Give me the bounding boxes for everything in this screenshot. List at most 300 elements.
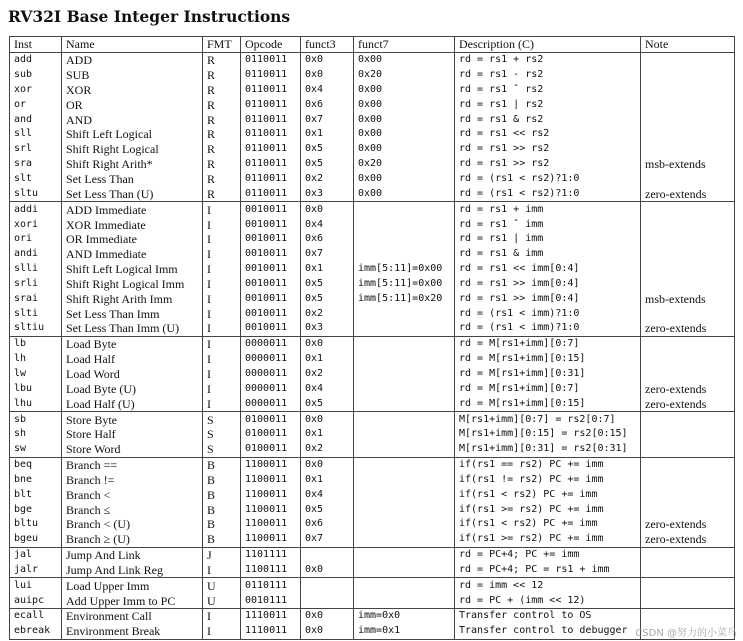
- note-cell: zero-extends: [641, 321, 735, 336]
- funct3-cell: 0x4: [301, 217, 354, 232]
- name-cell: Jump And Link: [62, 547, 203, 562]
- funct3-cell: 0x5: [301, 396, 354, 411]
- opcode-cell: 0110011: [241, 157, 301, 172]
- name-cell: Environment Break: [62, 624, 203, 639]
- funct3-cell: [301, 578, 354, 593]
- instruction-table: [9, 36, 735, 640]
- description-cell: rd = rs1 | imm: [455, 232, 641, 247]
- opcode-cell: 1110011: [241, 609, 301, 624]
- funct7-cell: [354, 457, 455, 472]
- funct7-cell: imm=0x0: [354, 609, 455, 624]
- funct3-cell: 0x1: [301, 472, 354, 487]
- inst-cell: ori: [10, 232, 62, 247]
- table-row: [10, 291, 735, 306]
- note-cell: [641, 232, 735, 247]
- funct3-cell: 0x2: [301, 172, 354, 187]
- note-cell: zero-extends: [641, 186, 735, 201]
- description-cell: rd = rs1 << rs2: [455, 127, 641, 142]
- opcode-cell: 1100011: [241, 487, 301, 502]
- inst-cell: or: [10, 97, 62, 112]
- inst-cell: lh: [10, 352, 62, 367]
- table-row: [10, 52, 735, 67]
- description-cell: rd = M[rs1+imm][0:15]: [455, 352, 641, 367]
- fmt-cell: I: [203, 277, 241, 292]
- table-row: [10, 412, 735, 427]
- table-row: [10, 593, 735, 608]
- table-row: [10, 321, 735, 336]
- inst-cell: slt: [10, 172, 62, 187]
- name-cell: Set Less Than (U): [62, 186, 203, 201]
- note-cell: [641, 367, 735, 382]
- note-cell: [641, 547, 735, 562]
- description-cell: rd = imm << 12: [455, 578, 641, 593]
- description-cell: rd = rs1 << imm[0:4]: [455, 262, 641, 277]
- note-cell: [641, 262, 735, 277]
- fmt-cell: I: [203, 232, 241, 247]
- funct3-cell: 0x5: [301, 291, 354, 306]
- name-cell: Load Half: [62, 352, 203, 367]
- fmt-cell: R: [203, 127, 241, 142]
- note-cell: [641, 202, 735, 217]
- note-cell: [641, 578, 735, 593]
- inst-cell: jalr: [10, 563, 62, 578]
- inst-cell: lui: [10, 578, 62, 593]
- description-cell: rd = rs1 >> imm[0:4]: [455, 277, 641, 292]
- name-cell: ADD Immediate: [62, 202, 203, 217]
- name-cell: Store Byte: [62, 412, 203, 427]
- table-row: [10, 547, 735, 562]
- funct3-cell: 0x1: [301, 262, 354, 277]
- fmt-cell: B: [203, 472, 241, 487]
- funct3-cell: 0x0: [301, 336, 354, 351]
- funct3-cell: 0x5: [301, 277, 354, 292]
- description-cell: if(rs1 < rs2) PC += imm: [455, 487, 641, 502]
- description-cell: rd = M[rs1+imm][0:15]: [455, 396, 641, 411]
- fmt-cell: I: [203, 352, 241, 367]
- description-cell: Transfer control to OS: [455, 609, 641, 624]
- name-cell: AND: [62, 112, 203, 127]
- table-row: [10, 624, 735, 639]
- fmt-cell: R: [203, 83, 241, 98]
- inst-cell: lb: [10, 336, 62, 351]
- description-cell: if(rs1 == rs2) PC += imm: [455, 457, 641, 472]
- name-cell: Load Byte: [62, 336, 203, 351]
- funct7-cell: [354, 517, 455, 532]
- inst-cell: lw: [10, 367, 62, 382]
- inst-cell: slli: [10, 262, 62, 277]
- note-cell: [641, 172, 735, 187]
- opcode-cell: 0000011: [241, 336, 301, 351]
- table-row: [10, 186, 735, 201]
- inst-cell: sub: [10, 68, 62, 83]
- fmt-cell: I: [203, 217, 241, 232]
- fmt-cell: U: [203, 593, 241, 608]
- inst-cell: sh: [10, 427, 62, 442]
- funct7-cell: [354, 247, 455, 262]
- funct7-cell: 0x00: [354, 83, 455, 98]
- name-cell: SUB: [62, 68, 203, 83]
- funct7-cell: [354, 381, 455, 396]
- description-cell: rd = (rs1 < rs2)?1:0: [455, 172, 641, 187]
- funct7-cell: [354, 336, 455, 351]
- note-cell: [641, 217, 735, 232]
- inst-cell: addi: [10, 202, 62, 217]
- funct7-cell: [354, 547, 455, 562]
- table-row: [10, 247, 735, 262]
- table-row: [10, 427, 735, 442]
- funct7-cell: 0x00: [354, 142, 455, 157]
- opcode-cell: 1100011: [241, 532, 301, 547]
- opcode-cell: 0100011: [241, 427, 301, 442]
- description-cell: rd = rs1 >> rs2: [455, 142, 641, 157]
- funct7-cell: [354, 412, 455, 427]
- funct3-cell: 0x6: [301, 517, 354, 532]
- table-row: [10, 142, 735, 157]
- table-row: [10, 502, 735, 517]
- table-row: [10, 232, 735, 247]
- funct3-cell: 0x4: [301, 381, 354, 396]
- inst-cell: sltu: [10, 186, 62, 201]
- fmt-cell: I: [203, 396, 241, 411]
- inst-cell: blt: [10, 487, 62, 502]
- funct3-cell: 0x0: [301, 609, 354, 624]
- note-cell: msb-extends: [641, 291, 735, 306]
- header-row: [10, 37, 735, 53]
- opcode-cell: 0100011: [241, 412, 301, 427]
- note-cell: [641, 472, 735, 487]
- column-header-opcode: Opcode: [241, 37, 301, 53]
- funct7-cell: 0x20: [354, 68, 455, 83]
- description-cell: rd = PC+4; PC += imm: [455, 547, 641, 562]
- opcode-cell: 0110011: [241, 112, 301, 127]
- funct3-cell: 0x4: [301, 487, 354, 502]
- funct7-cell: [354, 202, 455, 217]
- description-cell: rd = rs1 - rs2: [455, 68, 641, 83]
- note-cell: [641, 127, 735, 142]
- column-header-fmt: FMT: [203, 37, 241, 53]
- name-cell: Branch <: [62, 487, 203, 502]
- description-cell: rd = PC+4; PC = rs1 + imm: [455, 563, 641, 578]
- inst-cell: sltiu: [10, 321, 62, 336]
- funct3-cell: 0x0: [301, 202, 354, 217]
- table-row: [10, 487, 735, 502]
- funct7-cell: [354, 427, 455, 442]
- funct3-cell: 0x0: [301, 52, 354, 67]
- funct3-cell: 0x5: [301, 157, 354, 172]
- note-cell: [641, 336, 735, 351]
- table-row: [10, 472, 735, 487]
- funct7-cell: [354, 396, 455, 411]
- funct3-cell: 0x5: [301, 502, 354, 517]
- name-cell: Load Word: [62, 367, 203, 382]
- table-row: [10, 532, 735, 547]
- table-row: [10, 352, 735, 367]
- funct7-cell: [354, 352, 455, 367]
- note-cell: [641, 609, 735, 624]
- name-cell: OR: [62, 97, 203, 112]
- fmt-cell: I: [203, 367, 241, 382]
- opcode-cell: 1100011: [241, 517, 301, 532]
- funct7-cell: 0x00: [354, 127, 455, 142]
- table-row: [10, 157, 735, 172]
- note-cell: [641, 306, 735, 321]
- inst-cell: bgeu: [10, 532, 62, 547]
- name-cell: Environment Call: [62, 609, 203, 624]
- fmt-cell: R: [203, 112, 241, 127]
- opcode-cell: 0010011: [241, 202, 301, 217]
- inst-cell: xor: [10, 83, 62, 98]
- note-cell: [641, 563, 735, 578]
- inst-cell: sw: [10, 442, 62, 457]
- opcode-cell: 1100111: [241, 563, 301, 578]
- fmt-cell: R: [203, 186, 241, 201]
- description-cell: if(rs1 >= rs2) PC += imm: [455, 532, 641, 547]
- opcode-cell: 1100011: [241, 502, 301, 517]
- name-cell: Branch ≥ (U): [62, 532, 203, 547]
- inst-cell: slti: [10, 306, 62, 321]
- opcode-cell: 0010111: [241, 593, 301, 608]
- fmt-cell: B: [203, 487, 241, 502]
- inst-cell: lbu: [10, 381, 62, 396]
- table-row: [10, 306, 735, 321]
- description-cell: rd = rs1 | rs2: [455, 97, 641, 112]
- name-cell: Load Byte (U): [62, 381, 203, 396]
- note-cell: [641, 97, 735, 112]
- funct3-cell: 0x0: [301, 68, 354, 83]
- funct3-cell: 0x0: [301, 624, 354, 639]
- table-row: [10, 112, 735, 127]
- fmt-cell: B: [203, 502, 241, 517]
- opcode-cell: 0000011: [241, 381, 301, 396]
- name-cell: Shift Right Logical: [62, 142, 203, 157]
- inst-cell: bltu: [10, 517, 62, 532]
- name-cell: Set Less Than: [62, 172, 203, 187]
- description-cell: M[rs1+imm][0:7] = rs2[0:7]: [455, 412, 641, 427]
- opcode-cell: 0110011: [241, 52, 301, 67]
- inst-cell: and: [10, 112, 62, 127]
- opcode-cell: 0110011: [241, 186, 301, 201]
- funct7-cell: 0x00: [354, 97, 455, 112]
- note-cell: zero-extends: [641, 381, 735, 396]
- funct7-cell: [354, 472, 455, 487]
- fmt-cell: I: [203, 247, 241, 262]
- column-header-description: Description (C): [455, 37, 641, 53]
- table-row: [10, 277, 735, 292]
- column-header-funct7: funct7: [354, 37, 455, 53]
- inst-cell: lhu: [10, 396, 62, 411]
- opcode-cell: 0010011: [241, 277, 301, 292]
- funct7-cell: 0x20: [354, 157, 455, 172]
- opcode-cell: 0100011: [241, 442, 301, 457]
- name-cell: Set Less Than Imm: [62, 306, 203, 321]
- funct7-cell: [354, 532, 455, 547]
- opcode-cell: 0010011: [241, 306, 301, 321]
- table-row: [10, 97, 735, 112]
- name-cell: Add Upper Imm to PC: [62, 593, 203, 608]
- fmt-cell: R: [203, 52, 241, 67]
- description-cell: rd = rs1 + rs2: [455, 52, 641, 67]
- fmt-cell: I: [203, 563, 241, 578]
- note-cell: [641, 457, 735, 472]
- inst-cell: ebreak: [10, 624, 62, 639]
- description-cell: rd = (rs1 < imm)?1:0: [455, 321, 641, 336]
- name-cell: OR Immediate: [62, 232, 203, 247]
- note-cell: [641, 487, 735, 502]
- funct7-cell: [354, 306, 455, 321]
- funct7-cell: 0x00: [354, 52, 455, 67]
- description-cell: rd = rs1 & rs2: [455, 112, 641, 127]
- note-cell: [641, 142, 735, 157]
- name-cell: ADD: [62, 52, 203, 67]
- table-row: [10, 336, 735, 351]
- instruction-table-body: [10, 52, 735, 639]
- opcode-cell: 0110111: [241, 578, 301, 593]
- note-cell: [641, 83, 735, 98]
- funct7-cell: imm[5:11]=0x00: [354, 277, 455, 292]
- table-row: [10, 262, 735, 277]
- fmt-cell: S: [203, 412, 241, 427]
- fmt-cell: R: [203, 172, 241, 187]
- funct3-cell: 0x1: [301, 352, 354, 367]
- note-cell: [641, 352, 735, 367]
- name-cell: Branch < (U): [62, 517, 203, 532]
- funct3-cell: 0x2: [301, 367, 354, 382]
- opcode-cell: 0000011: [241, 396, 301, 411]
- opcode-cell: 0000011: [241, 352, 301, 367]
- fmt-cell: R: [203, 68, 241, 83]
- inst-cell: bne: [10, 472, 62, 487]
- fmt-cell: I: [203, 321, 241, 336]
- opcode-cell: 0110011: [241, 142, 301, 157]
- table-row: [10, 68, 735, 83]
- opcode-cell: 0110011: [241, 97, 301, 112]
- opcode-cell: 0010011: [241, 247, 301, 262]
- funct3-cell: [301, 547, 354, 562]
- description-cell: if(rs1 != rs2) PC += imm: [455, 472, 641, 487]
- description-cell: rd = (rs1 < rs2)?1:0: [455, 186, 641, 201]
- note-cell: [641, 68, 735, 83]
- fmt-cell: B: [203, 457, 241, 472]
- fmt-cell: B: [203, 517, 241, 532]
- inst-cell: xori: [10, 217, 62, 232]
- funct3-cell: 0x1: [301, 427, 354, 442]
- fmt-cell: I: [203, 624, 241, 639]
- inst-cell: ecall: [10, 609, 62, 624]
- name-cell: Store Half: [62, 427, 203, 442]
- note-cell: [641, 593, 735, 608]
- description-cell: if(rs1 >= rs2) PC += imm: [455, 502, 641, 517]
- funct7-cell: imm[5:11]=0x20: [354, 291, 455, 306]
- fmt-cell: U: [203, 578, 241, 593]
- funct7-cell: 0x00: [354, 172, 455, 187]
- table-row: [10, 578, 735, 593]
- description-cell: rd = rs1 >> rs2: [455, 157, 641, 172]
- description-cell: rd = rs1 & imm: [455, 247, 641, 262]
- table-row: [10, 127, 735, 142]
- note-cell: msb-extends: [641, 157, 735, 172]
- name-cell: AND Immediate: [62, 247, 203, 262]
- description-cell: rd = rs1 + imm: [455, 202, 641, 217]
- description-cell: rd = rs1 >> imm[0:4]: [455, 291, 641, 306]
- description-cell: M[rs1+imm][0:15] = rs2[0:15]: [455, 427, 641, 442]
- fmt-cell: S: [203, 442, 241, 457]
- description-cell: rd = PC + (imm << 12): [455, 593, 641, 608]
- inst-cell: sra: [10, 157, 62, 172]
- opcode-cell: 0110011: [241, 127, 301, 142]
- name-cell: XOR Immediate: [62, 217, 203, 232]
- fmt-cell: J: [203, 547, 241, 562]
- funct3-cell: [301, 593, 354, 608]
- table-row: [10, 396, 735, 411]
- note-cell: [641, 412, 735, 427]
- fmt-cell: R: [203, 142, 241, 157]
- description-cell: Transfer control to debugger: [455, 624, 641, 639]
- opcode-cell: 0010011: [241, 321, 301, 336]
- table-row: [10, 457, 735, 472]
- inst-cell: beq: [10, 457, 62, 472]
- inst-cell: srai: [10, 291, 62, 306]
- fmt-cell: I: [203, 609, 241, 624]
- fmt-cell: I: [203, 202, 241, 217]
- table-row: [10, 442, 735, 457]
- table-row: [10, 381, 735, 396]
- fmt-cell: I: [203, 381, 241, 396]
- funct3-cell: 0x6: [301, 232, 354, 247]
- note-cell: zero-extends: [641, 532, 735, 547]
- funct7-cell: [354, 217, 455, 232]
- table-row: [10, 217, 735, 232]
- table-row: [10, 517, 735, 532]
- note-cell: [641, 442, 735, 457]
- name-cell: Shift Left Logical: [62, 127, 203, 142]
- note-cell: [641, 52, 735, 67]
- inst-cell: sll: [10, 127, 62, 142]
- name-cell: Shift Right Logical Imm: [62, 277, 203, 292]
- funct3-cell: 0x7: [301, 247, 354, 262]
- funct7-cell: imm[5:11]=0x00: [354, 262, 455, 277]
- table-row: [10, 202, 735, 217]
- opcode-cell: 0110011: [241, 83, 301, 98]
- opcode-cell: 0010011: [241, 262, 301, 277]
- fmt-cell: R: [203, 97, 241, 112]
- funct7-cell: [354, 487, 455, 502]
- funct7-cell: 0x00: [354, 112, 455, 127]
- inst-cell: bge: [10, 502, 62, 517]
- opcode-cell: 1110011: [241, 624, 301, 639]
- funct3-cell: 0x7: [301, 532, 354, 547]
- funct3-cell: 0x5: [301, 142, 354, 157]
- column-header-name: Name: [62, 37, 203, 53]
- funct7-cell: [354, 563, 455, 578]
- name-cell: Shift Right Arith Imm: [62, 291, 203, 306]
- fmt-cell: B: [203, 532, 241, 547]
- inst-cell: andi: [10, 247, 62, 262]
- name-cell: Shift Right Arith*: [62, 157, 203, 172]
- funct7-cell: [354, 321, 455, 336]
- funct3-cell: 0x2: [301, 306, 354, 321]
- name-cell: XOR: [62, 83, 203, 98]
- table-row: [10, 563, 735, 578]
- description-cell: rd = rs1 ˆ imm: [455, 217, 641, 232]
- opcode-cell: 0110011: [241, 68, 301, 83]
- inst-cell: jal: [10, 547, 62, 562]
- description-cell: rd = rs1 ˆ rs2: [455, 83, 641, 98]
- funct7-cell: [354, 502, 455, 517]
- funct3-cell: 0x0: [301, 412, 354, 427]
- opcode-cell: 0010011: [241, 291, 301, 306]
- description-cell: if(rs1 < rs2) PC += imm: [455, 517, 641, 532]
- name-cell: Store Word: [62, 442, 203, 457]
